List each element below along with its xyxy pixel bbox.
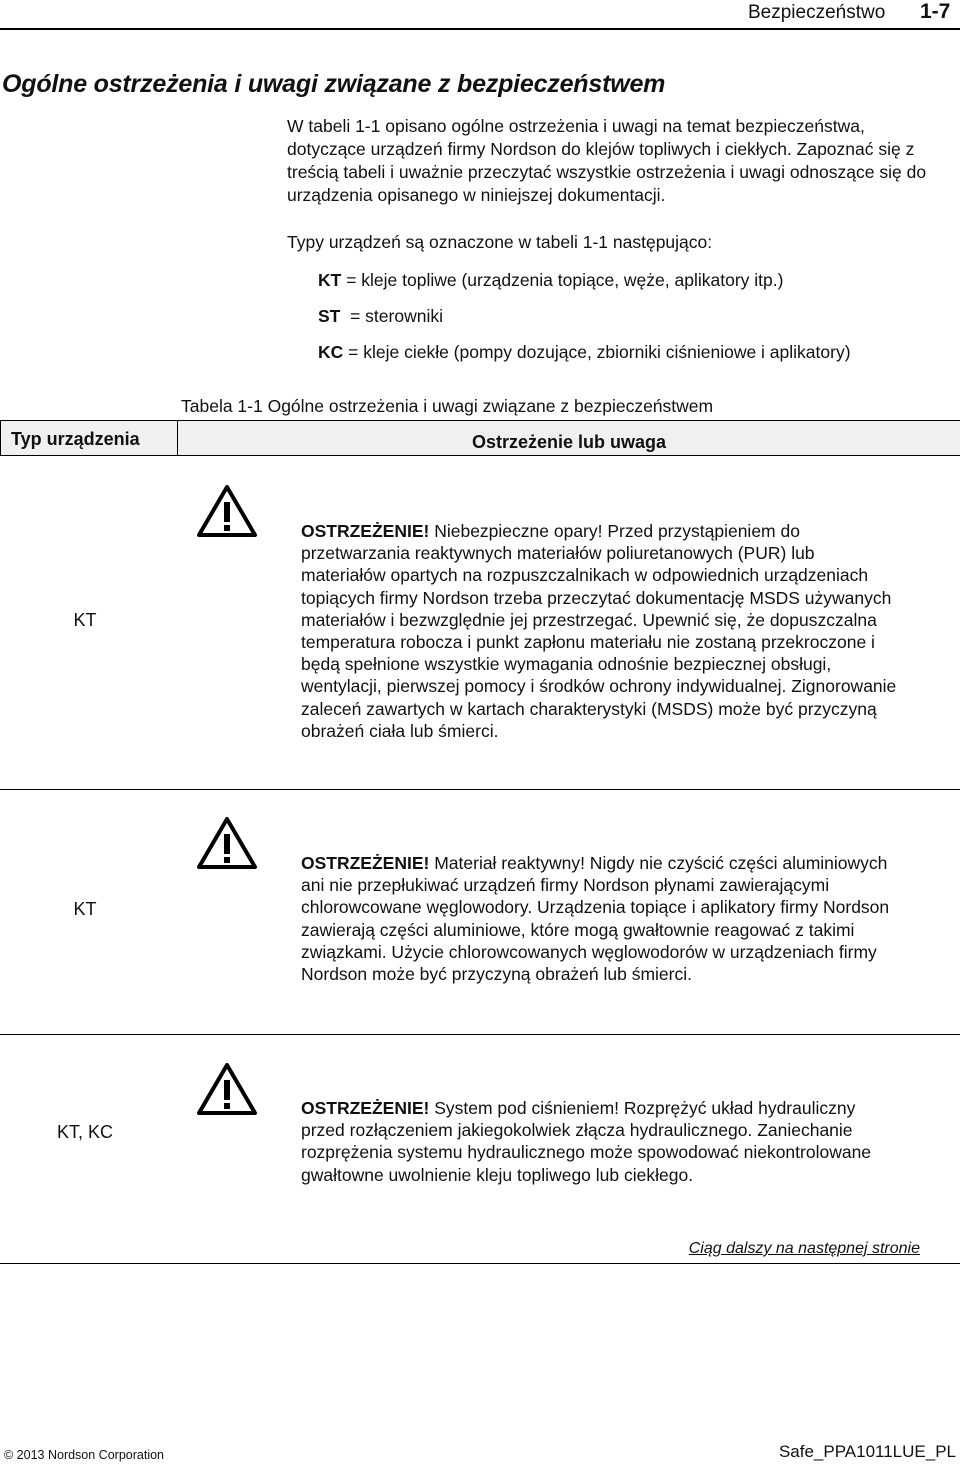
warning-label: OSTRZEŻENIE! <box>301 521 430 541</box>
column-header-warning: Ostrzeżenie lub uwaga <box>178 420 960 456</box>
running-header-section: Bezpieczeństwo <box>748 2 886 23</box>
table-bottom-rule <box>0 1263 960 1264</box>
continued-note: Ciąg dalszy na następnej stronie <box>688 1240 920 1257</box>
legend-item-kc <box>318 342 851 363</box>
warning-text <box>301 520 901 742</box>
warning-label: OSTRZEŻENIE! <box>301 1098 430 1118</box>
column-header-type: Typ urządzenia <box>0 420 178 456</box>
intro-types-paragraph: Typy urządzeń są oznaczone w tabeli 1-1 następująco: <box>287 232 713 252</box>
header-rule <box>0 28 960 30</box>
warning-triangle-icon <box>196 1062 258 1116</box>
row-type-cell: KT <box>73 610 97 630</box>
legend-desc: = kleje topliwe (urządzenia topiące, węże, aplikatory itp.) <box>341 270 784 290</box>
row-type-cell: KT <box>73 899 97 919</box>
page-title: Ogólne ostrzeżenia i uwagi związane z bezpieczeństwem <box>2 70 666 98</box>
warning-text <box>301 852 901 985</box>
footer-doc-code: Safe_PPA1011LUE_PL <box>778 1442 956 1461</box>
row-type-cell: KT, KC <box>56 1122 113 1142</box>
legend-abbr: ST <box>318 306 341 326</box>
warning-triangle-icon <box>196 816 258 870</box>
warning-body: Materiał reaktywny! Nigdy nie czyścić części aluminiowych ani nie przepłukiwać urządzeń firmy Nordson płynami zawierającymi chlorowcowane węglowodory. Urządzenia topiące i aplikatory firmy Nordson zawierają części aluminiowe, które mogą gwałtownie reagować z takimi związkami. Użycie chlorowcowanych węglowodorów w urządzeniach firmy Nordson może być przyczyną obrażeń lub śmierci. <box>301 853 890 985</box>
row-divider <box>0 1034 960 1035</box>
intro-paragraph: W tabeli 1-1 opisano ogólne ostrzeżenia i uwagi na temat bezpieczeństwa, dotyczące urządzeń firmy Nordson do klejów topliwych i ciekłych. Zapoznać się z treścią tabeli i uważnie przeczytać wszystkie ostrzeżenia i uwagi odnoszące się do urządzenia opisanego w niniejszej dokumentacji. <box>287 116 927 205</box>
legend-desc: = sterowniki <box>340 306 443 326</box>
row-divider <box>0 789 960 790</box>
legend-abbr: KT <box>318 270 342 290</box>
legend-abbr: KC <box>318 342 344 362</box>
warning-text <box>301 1097 901 1186</box>
table-caption: Tabela 1-1 Ogólne ostrzeżenia i uwagi związane z bezpieczeństwem <box>181 396 714 416</box>
page-number: 1-7 <box>920 0 951 23</box>
legend-item-st <box>318 306 443 327</box>
warning-label: OSTRZEŻENIE! <box>301 853 430 873</box>
warning-body: Niebezpieczne opary! Przed przystąpieniem do przetwarzania reaktywnych materiałów poliuretanowych (PUR) lub materiałów opartych na rozpuszczalnikach w odpowiednich urządzeniach topiących firmy Nordson trzeba przeczytać dokumentację MSDS używanych materiałów i bezwzględnie jej przestrzegać. Upewnić się, że dopuszczalna temperatura robocza i punkt zapłonu materiału nie zostaną przekroczone i będą spełnione wszystkie wymagania odnośnie bezpiecznej obsługi, wentylacji, pierwszej pomocy i środków ochrony indywidualnej. Zignorowanie zaleceń zawartych w kartach charakterystyki (MSDS) może być przyczyną obrażeń ciała lub śmierci. <box>301 521 897 741</box>
legend-desc: = kleje ciekłe (pompy dozujące, zbiorniki ciśnieniowe i aplikatory) <box>343 342 851 362</box>
footer-copyright: © 2013 Nordson Corporation <box>4 1448 164 1462</box>
warning-triangle-icon <box>196 484 258 538</box>
warning-body: System pod ciśnieniem! Rozprężyć układ hydrauliczny przed rozłączeniem jakiegokolwiek złącza hydraulicznego. Zaniechanie rozprężenia systemu hydraulicznego może spowodować niekontrolowane gwałtowne uwolnienie kleju topliwego lub ciekłego. <box>301 1098 872 1185</box>
legend-item-kt <box>318 270 783 291</box>
